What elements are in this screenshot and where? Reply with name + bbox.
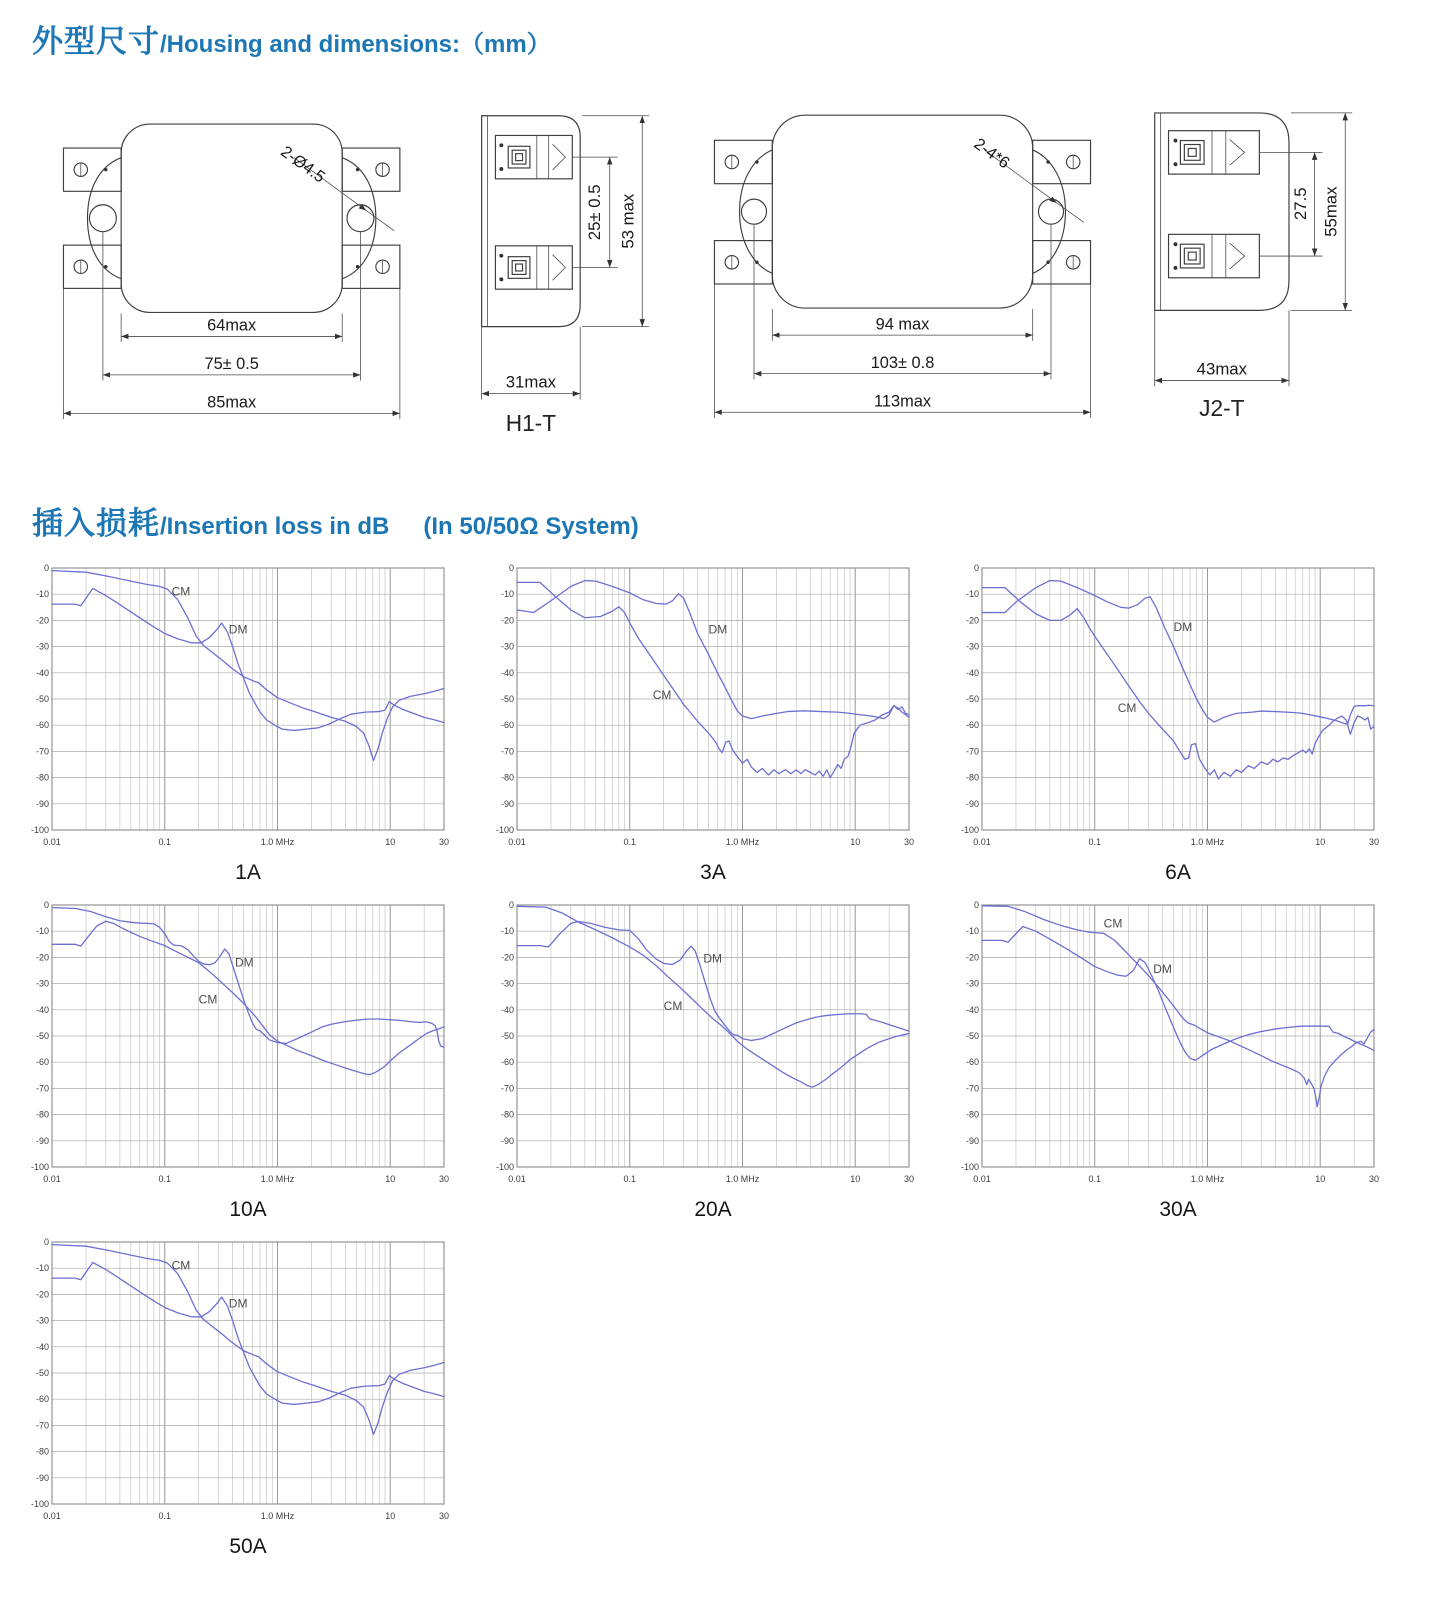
svg-text:0.1: 0.1 (158, 1174, 171, 1184)
insertion-section-title (32, 498, 639, 543)
series-label-DM-50A: DM (228, 1296, 248, 1311)
svg-text:-60: -60 (35, 1394, 49, 1405)
chart-canvas-6A (952, 560, 1384, 852)
svg-text:30: 30 (1368, 1174, 1380, 1184)
svg-text:0: 0 (43, 1237, 49, 1247)
left-mount-hole (741, 199, 766, 224)
series-label-CM-10A: CM (198, 992, 218, 1007)
dim-85max (63, 288, 399, 419)
svg-text:-60: -60 (35, 1057, 49, 1068)
dim-height-text: 55max (1321, 186, 1341, 237)
svg-text:-40: -40 (965, 667, 979, 678)
series-label-CM-30A: CM (1103, 916, 1123, 931)
dim-width-text: 31max (505, 372, 557, 392)
front-large-canvas (700, 94, 1105, 446)
left-mount-hole (89, 205, 116, 232)
svg-text:-70: -70 (500, 1083, 514, 1094)
svg-text:-30: -30 (35, 978, 49, 989)
dim-64max (121, 313, 342, 342)
svg-text:30: 30 (438, 1174, 450, 1184)
chart-canvas-1A (22, 560, 454, 852)
dim-25 (572, 157, 617, 267)
dim-113max (714, 284, 1090, 418)
svg-text:0.1: 0.1 (623, 1174, 636, 1184)
dim-width-text: 43max (1196, 359, 1248, 379)
svg-text:-90: -90 (500, 1135, 514, 1146)
svg-text:-40: -40 (35, 1341, 49, 1352)
svg-text:1.0 MHz: 1.0 MHz (725, 1174, 760, 1184)
chart-canvas-3A (487, 560, 919, 852)
svg-text:-70: -70 (965, 746, 979, 757)
svg-text:-20: -20 (965, 952, 979, 963)
chart-canvas-10A (22, 897, 454, 1189)
svg-text:30: 30 (438, 1511, 450, 1521)
svg-text:-30: -30 (965, 641, 979, 652)
hole-label: 2-Ø4.5 (277, 142, 329, 187)
svg-text:-20: -20 (35, 1289, 49, 1300)
svg-text:10: 10 (385, 1511, 396, 1521)
svg-text:1.0 MHz: 1.0 MHz (725, 837, 760, 847)
front-small-canvas (46, 100, 426, 446)
side-body-outline (482, 116, 581, 327)
svg-text:-60: -60 (35, 720, 49, 731)
svg-text:-100: -100 (960, 825, 979, 835)
svg-text:0: 0 (973, 563, 979, 573)
svg-text:-70: -70 (35, 746, 49, 757)
chart-title-1A: 1A (235, 861, 261, 884)
terminal-lower (495, 246, 572, 289)
svg-text:30: 30 (903, 837, 915, 847)
svg-text:-10: -10 (965, 926, 979, 937)
svg-text:30: 30 (903, 1174, 915, 1184)
svg-text:-100: -100 (30, 1162, 49, 1172)
svg-text:-50: -50 (965, 694, 979, 704)
series-label-CM-50A: CM (171, 1258, 191, 1273)
svg-text:10: 10 (850, 837, 861, 847)
svg-text:10: 10 (385, 837, 396, 847)
svg-text:-10: -10 (500, 589, 514, 600)
chart-1A (22, 560, 487, 885)
svg-text:-80: -80 (500, 1109, 514, 1120)
svg-text:-100: -100 (30, 1499, 49, 1509)
svg-text:10: 10 (1315, 1174, 1326, 1184)
svg-text:-30: -30 (35, 641, 49, 652)
dim-31max (482, 327, 581, 400)
series-label-DM-10A: DM (235, 955, 254, 970)
svg-text:-60: -60 (500, 1057, 514, 1068)
dim-overall-text: 113max (873, 392, 932, 411)
svg-text:-80: -80 (965, 772, 979, 783)
chart-title-50A: 50A (229, 1535, 267, 1558)
svg-text:-40: -40 (35, 667, 49, 678)
dim-body-text: 64max (207, 316, 257, 335)
svg-text:0.1: 0.1 (623, 837, 636, 847)
svg-text:-50: -50 (965, 1031, 979, 1041)
hole-label: 2-4*6 (970, 134, 1013, 173)
svg-text:-60: -60 (500, 720, 514, 731)
svg-text:-30: -30 (35, 1315, 49, 1326)
svg-text:-100: -100 (495, 825, 514, 835)
svg-text:-90: -90 (965, 1135, 979, 1146)
chart-10A (22, 897, 487, 1222)
svg-text:-10: -10 (35, 589, 49, 600)
svg-text:-70: -70 (35, 1083, 49, 1094)
series-label-DM-6A: DM (1173, 619, 1193, 634)
chart-canvas-30A (952, 897, 1384, 1189)
svg-text:-100: -100 (960, 1162, 979, 1172)
svg-text:-90: -90 (35, 1135, 49, 1146)
side-large-canvas (1133, 98, 1365, 424)
hole-callout (971, 135, 1084, 223)
svg-text:-60: -60 (965, 1057, 979, 1068)
right-mount-wing (1033, 150, 1066, 273)
svg-text:0.01: 0.01 (43, 837, 61, 847)
chart-canvas-50A (22, 1234, 454, 1526)
svg-text:-40: -40 (965, 1004, 979, 1015)
series-label-DM-1A: DM (228, 622, 248, 637)
part-label-h1t: H1-T (505, 410, 557, 437)
terminal-upper (495, 135, 572, 178)
series-label-DM-3A: DM (708, 622, 728, 637)
svg-text:-60: -60 (965, 720, 979, 731)
svg-text:0: 0 (973, 900, 979, 910)
svg-text:-80: -80 (35, 1446, 49, 1457)
terminal-lower (1169, 234, 1260, 277)
terminal-upper (1169, 131, 1260, 174)
dim-height-text: 53 max (618, 193, 638, 249)
svg-text:30: 30 (438, 837, 450, 847)
dim-holes-text: 75± 0.5 (204, 355, 259, 374)
chart-title-3A: 3A (700, 861, 726, 884)
right-mount-hole (347, 205, 374, 232)
housing-title-zh: 外型尺寸 (32, 24, 160, 59)
series-label-DM-30A: DM (1153, 962, 1172, 977)
svg-text:0.1: 0.1 (1088, 1174, 1101, 1184)
drawing-front-small (46, 100, 426, 446)
dim-43max (1155, 310, 1289, 386)
series-label-DM-20A: DM (703, 951, 723, 966)
chart-canvas-20A (487, 897, 919, 1189)
svg-text:-50: -50 (35, 694, 49, 704)
svg-text:-20: -20 (965, 615, 979, 626)
svg-text:-40: -40 (35, 1004, 49, 1015)
dim-terminals-text: 27.5 (1290, 187, 1310, 221)
chart-50A (22, 1234, 487, 1559)
chart-title-30A: 30A (1159, 1198, 1197, 1221)
svg-text:0.01: 0.01 (508, 1174, 526, 1184)
svg-text:10: 10 (850, 1174, 861, 1184)
svg-text:-20: -20 (35, 615, 49, 626)
chart-title-10A: 10A (229, 1198, 267, 1221)
chart-30A (952, 897, 1417, 1222)
series-label-CM-3A: CM (652, 688, 672, 702)
svg-text:-10: -10 (500, 926, 514, 937)
insertion-loss-charts (22, 560, 1417, 1559)
svg-text:10: 10 (1315, 837, 1326, 847)
side-small-canvas (452, 98, 664, 438)
svg-text:-90: -90 (35, 798, 49, 809)
insertion-title-en: /Insertion loss in dB (160, 513, 390, 540)
svg-text:-70: -70 (965, 1083, 979, 1094)
svg-text:-10: -10 (965, 589, 979, 600)
right-mount-hole (1038, 199, 1063, 224)
dim-27-5 (1259, 152, 1322, 256)
dim-75 (103, 232, 361, 381)
svg-text:-70: -70 (35, 1420, 49, 1431)
dim-overall-text: 85max (207, 393, 257, 412)
dim-94max (772, 309, 1032, 341)
svg-text:-90: -90 (500, 798, 514, 809)
svg-text:0.1: 0.1 (158, 837, 171, 847)
dim-103 (754, 224, 1051, 379)
svg-text:-40: -40 (500, 1004, 514, 1015)
housing-section-title (32, 16, 551, 61)
drawing-front-large (700, 94, 1105, 446)
svg-text:0: 0 (508, 563, 514, 573)
hole-callout (277, 142, 394, 230)
svg-text:0.1: 0.1 (1088, 837, 1101, 847)
side-body-outline (1155, 113, 1289, 310)
chart-3A (487, 560, 952, 885)
svg-text:0: 0 (43, 900, 49, 910)
series-label-CM-6A: CM (1117, 701, 1137, 716)
drawing-side-small (452, 98, 664, 438)
svg-text:-50: -50 (35, 1031, 49, 1041)
chart-20A (487, 897, 952, 1222)
svg-text:-30: -30 (500, 978, 514, 989)
chart-title-6A: 6A (1165, 861, 1191, 884)
svg-text:0.01: 0.01 (508, 837, 526, 847)
svg-text:-20: -20 (500, 952, 514, 963)
dim-body-text: 94 max (875, 315, 930, 334)
svg-text:-80: -80 (500, 772, 514, 783)
housing-title-en: /Housing and dimensions:（mm） (160, 31, 551, 58)
svg-text:0.01: 0.01 (973, 837, 991, 847)
dim-terminals-text: 25± 0.5 (584, 184, 604, 241)
svg-text:-90: -90 (35, 1472, 49, 1483)
svg-text:-80: -80 (35, 1109, 49, 1120)
svg-text:-100: -100 (30, 825, 49, 835)
svg-text:-80: -80 (35, 772, 49, 783)
svg-text:-50: -50 (500, 1031, 514, 1041)
drawing-side-large (1133, 98, 1365, 424)
svg-text:1.0 MHz: 1.0 MHz (260, 1174, 295, 1184)
terminal-tabs (714, 140, 1090, 284)
svg-text:1.0 MHz: 1.0 MHz (260, 837, 295, 847)
svg-text:0: 0 (508, 900, 514, 910)
insertion-title-zh: 插入损耗 (32, 506, 160, 541)
svg-text:-100: -100 (495, 1162, 514, 1172)
chart-6A (952, 560, 1417, 885)
svg-text:-20: -20 (500, 615, 514, 626)
svg-text:0.01: 0.01 (43, 1174, 61, 1184)
svg-text:30: 30 (1368, 837, 1380, 847)
left-mount-wing (740, 150, 773, 273)
svg-text:-70: -70 (500, 746, 514, 757)
series-label-CM-20A: CM (663, 998, 683, 1013)
svg-text:0: 0 (43, 563, 49, 573)
filter-body-outline (121, 124, 342, 312)
series-label-CM-1A: CM (171, 584, 191, 599)
svg-text:-30: -30 (965, 978, 979, 989)
svg-text:1.0 MHz: 1.0 MHz (1190, 1174, 1225, 1184)
svg-text:-80: -80 (965, 1109, 979, 1120)
svg-text:-20: -20 (35, 952, 49, 963)
svg-text:1.0 MHz: 1.0 MHz (260, 1511, 295, 1521)
svg-text:0.01: 0.01 (43, 1511, 61, 1521)
svg-text:-50: -50 (35, 1368, 49, 1378)
svg-text:0.1: 0.1 (158, 1511, 171, 1521)
svg-text:-50: -50 (500, 694, 514, 704)
svg-text:-90: -90 (965, 798, 979, 809)
svg-text:10: 10 (385, 1174, 396, 1184)
chart-title-20A: 20A (694, 1198, 732, 1221)
part-label-j2t: J2-T (1199, 394, 1245, 421)
insertion-title-note: (In 50/50Ω System) (423, 513, 639, 540)
dim-holes-text: 103± 0.8 (870, 353, 935, 372)
svg-text:1.0 MHz: 1.0 MHz (1190, 837, 1225, 847)
svg-text:-10: -10 (35, 1263, 49, 1274)
svg-text:0.01: 0.01 (973, 1174, 991, 1184)
terminal-tabs (63, 148, 399, 288)
svg-text:-40: -40 (500, 667, 514, 678)
svg-text:-30: -30 (500, 641, 514, 652)
svg-text:-10: -10 (35, 926, 49, 937)
